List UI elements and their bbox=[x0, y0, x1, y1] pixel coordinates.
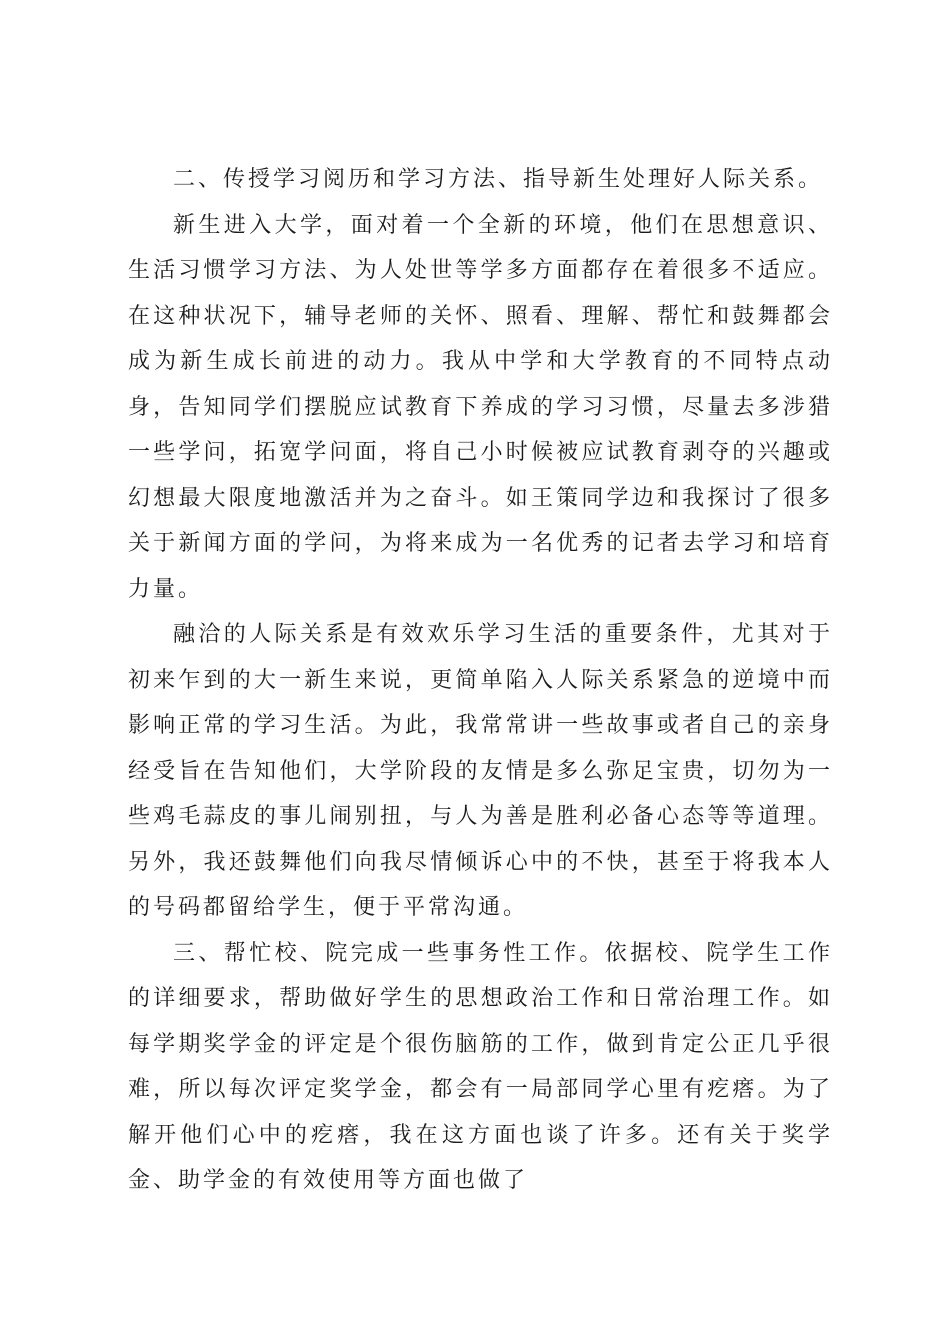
paragraph-heading-two: 二、传授学习阅历和学习方法、指导新生处理好人际关系。 bbox=[173, 167, 824, 192]
paragraph-heading-three: 三、帮忙校、院完成一些事务性工作。依据校、院学生工作的详细要求，帮助做好学生的思想政治工作和日常治理工作。如每学期奖学金的评定是个很伤脑筋的工作，做到肯定公正几乎很难，所以每次评定奖学金，都会有一局部同学心里有疙瘩。为了解开他们心中的疙瘩，我在这方面也谈了许多。还有关于奖学金、助学金的有效使用等方面也做了 bbox=[128, 940, 833, 1193]
document-body bbox=[128, 157, 833, 1204]
paragraph-new-students: 新生进入大学，面对着一个全新的环境，他们在思想意识、生活习惯学习方法、为人处世等学多方面都存在着很多不适应。在这种状况下，辅导老师的关怀、照看、理解、帮忙和鼓舞都会成为新生成长前进的动力。我从中学和大学教育的不同特点动身，告知同学们摆脱应试教育下养成的学习习惯，尽量去多涉猎一些学问，拓宽学问面，将自己小时候被应试教育剥夺的兴趣或幻想最大限度地激活并为之奋斗。如王策同学边和我探讨了很多关于新闻方面的学问，为将来成为一名优秀的记者去学习和培育力量。 bbox=[128, 212, 833, 602]
paragraph-relationships: 融洽的人际关系是有效欢乐学习生活的重要条件，尤其对于初来乍到的大一新生来说，更简单陷入人际关系紧急的逆境中而影响正常的学习生活。为此，我常常讲一些故事或者自己的亲身经受旨在告知他们，大学阶段的友情是多么弥足宝贵，切勿为一些鸡毛蒜皮的事儿闹别扭，与人为善是胜利必备心态等等道理。另外，我还鼓舞他们向我尽情倾诉心中的不快，甚至于将我本人的号码都留给学生，便于平常沟通。 bbox=[128, 622, 833, 920]
